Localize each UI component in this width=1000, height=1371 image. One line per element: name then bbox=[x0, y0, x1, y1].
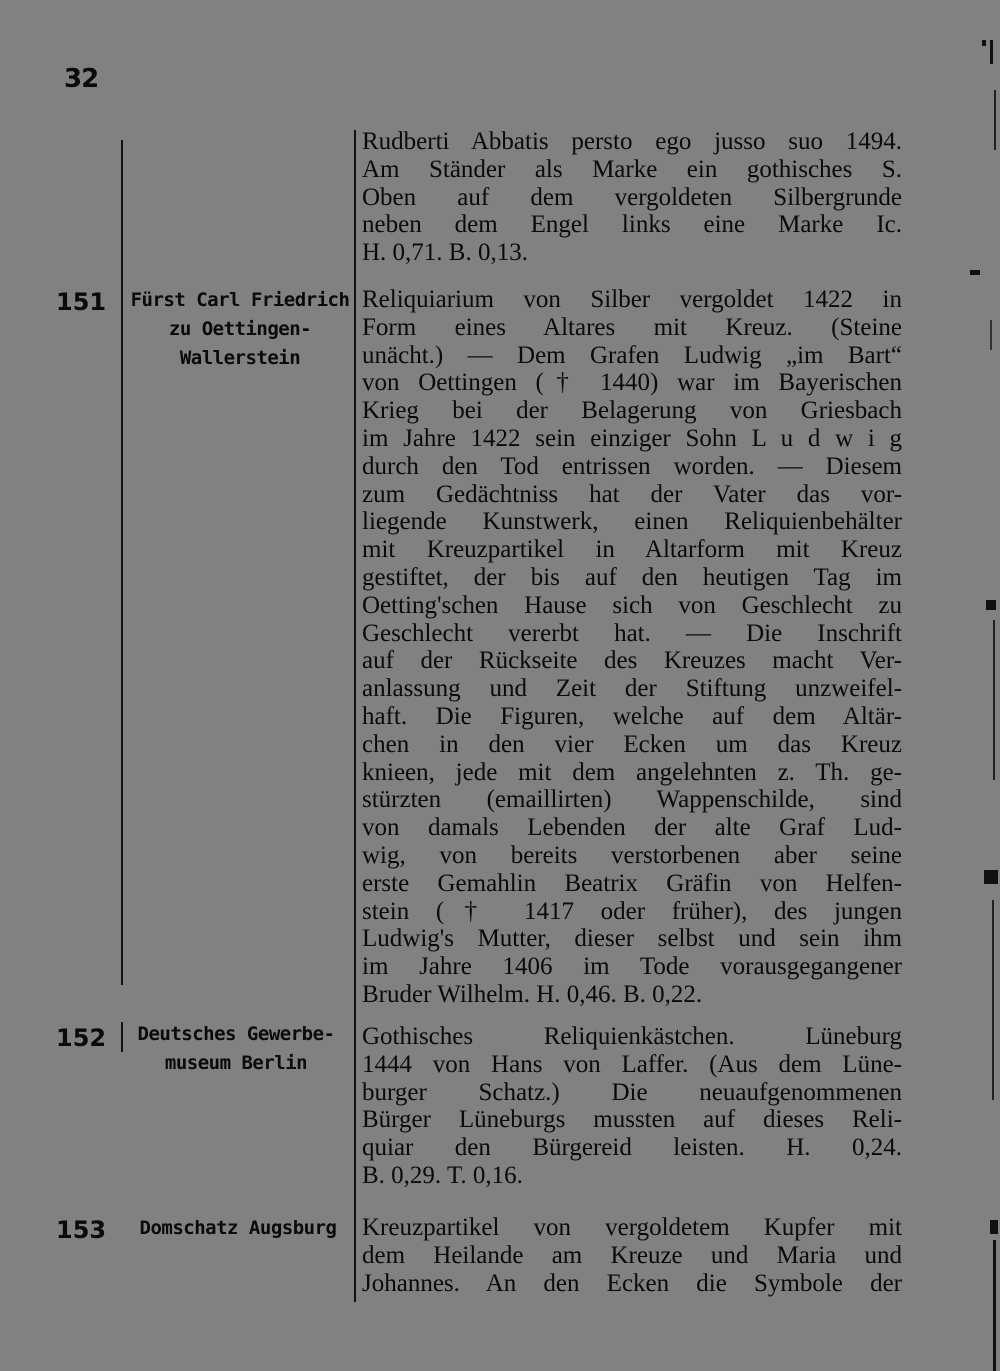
text-line: auf der Rückseite des Kreuzes macht Ver- bbox=[362, 647, 902, 675]
text-line: stürzten (emaillirten) Wappenschilde, sind bbox=[362, 786, 902, 814]
entry-owner bbox=[120, 1214, 356, 1243]
text-line: B. 0,29. T. 0,16. bbox=[362, 1161, 523, 1189]
text-line: unächt.) — Dem Grafen Ludwig „im Bart“ bbox=[362, 341, 902, 369]
text-line: Reliquiarium von Silber vergoldet 1422 in bbox=[362, 286, 902, 313]
text-line: knieen, jede mit dem angelehnten z. Th. ge- bbox=[362, 758, 902, 786]
text-line: liegende Kunstwerk, einen Reliquienbehälter bbox=[362, 508, 902, 536]
owner-line: Wallerstein bbox=[179, 347, 301, 369]
text-line: Am Ständer als Marke ein gothisches S. bbox=[362, 155, 902, 183]
text-line: zum Gedächtniss hat der Vater das vor- bbox=[362, 480, 902, 508]
text-line: von damals Lebenden der alte Graf Lud- bbox=[362, 814, 902, 842]
text-line: Kreuzpartikel von vergoldetem Kupfer mit bbox=[362, 1214, 902, 1241]
text-line: im Jahre 1422 sein einziger Sohn L u d w i g bbox=[362, 424, 902, 452]
scan-edge-marks bbox=[960, 0, 1000, 1371]
text-line: neben dem Engel links eine Marke Ic. bbox=[362, 211, 902, 239]
text-line: anlassung und Zeit der Stiftung unzweifel- bbox=[362, 675, 902, 703]
text-line: Ludwig's Mutter, dieser selbst und sein ihm bbox=[362, 925, 902, 953]
text-line: Johannes. An den Ecken die Symbole der bbox=[362, 1269, 902, 1297]
text-line: Geschlecht vererbt hat. — Die Inschrift bbox=[362, 619, 902, 647]
owner-line: Deutsches Gewerbe- bbox=[137, 1023, 335, 1045]
entry-number: 153 bbox=[56, 1216, 107, 1244]
text-line: im Jahre 1406 im Tode vorausgegangener bbox=[362, 953, 902, 981]
owner-line: zu Oettingen- bbox=[168, 318, 312, 340]
text-line: von Oettingen († 1440) war im Bayerischen bbox=[362, 369, 902, 397]
entry-description bbox=[362, 128, 902, 267]
owner-line: museum Berlin bbox=[164, 1052, 308, 1074]
text-line: Bruder Wilhelm. H. 0,46. B. 0,22. bbox=[362, 980, 703, 1008]
entry-description bbox=[362, 1023, 902, 1190]
text-line: Gothisches Reliquienkästchen. Lüneburg bbox=[362, 1023, 902, 1050]
text-line: 1444 von Hans von Laffer. (Aus dem Lüne- bbox=[362, 1050, 902, 1078]
text-line: burger Schatz.) Die neuaufgenommenen bbox=[362, 1078, 902, 1106]
text-line: H. 0,71. B. 0,13. bbox=[362, 239, 528, 267]
entry-owner bbox=[120, 1020, 352, 1078]
owner-line: Fürst Carl Friedrich bbox=[130, 289, 350, 311]
entry-number: 151 bbox=[56, 288, 107, 316]
text-line: Oetting'schen Hause sich von Geschlecht zu bbox=[362, 591, 902, 619]
text-line: Bürger Lüneburgs mussten auf dieses Reli- bbox=[362, 1106, 902, 1134]
text-line: wig, von bereits verstorbenen aber seine bbox=[362, 841, 902, 869]
text-line: dem Heilande am Kreuze und Maria und bbox=[362, 1241, 902, 1269]
text-line: chen in den vier Ecken um das Kreuz bbox=[362, 730, 902, 758]
entry-owner bbox=[120, 286, 360, 373]
text-line: durch den Tod entrissen worden. — Diesem bbox=[362, 452, 902, 480]
text-line: Oben auf dem vergoldeten Silbergrunde bbox=[362, 183, 902, 211]
text-line: stein († 1417 oder früher), des jungen bbox=[362, 897, 902, 925]
text-line: erste Gemahlin Beatrix Gräfin von Helfen- bbox=[362, 869, 902, 897]
entry-number: 152 bbox=[56, 1024, 107, 1052]
text-line: quiar den Bürgereid leisten. H. 0,24. bbox=[362, 1134, 902, 1162]
text-line: Form eines Altares mit Kreuz. (Steine bbox=[362, 313, 902, 341]
text-line: gestiftet, der bis auf den heutigen Tag im bbox=[362, 563, 902, 591]
owner-line: Domschatz Augsburg bbox=[139, 1217, 337, 1239]
column-rule-left bbox=[121, 140, 123, 985]
text-line: haft. Die Figuren, welche auf dem Altär- bbox=[362, 702, 902, 730]
entry-description bbox=[362, 1214, 902, 1297]
page-number: 32 bbox=[64, 64, 99, 94]
entry-description bbox=[362, 286, 902, 1009]
text-line: Rudberti Abbatis persto ego jusso suo 1494. bbox=[362, 128, 902, 155]
text-line: Krieg bei der Belagerung von Griesbach bbox=[362, 397, 902, 425]
text-line: mit Kreuzpartikel in Altarform mit Kreuz bbox=[362, 536, 902, 564]
